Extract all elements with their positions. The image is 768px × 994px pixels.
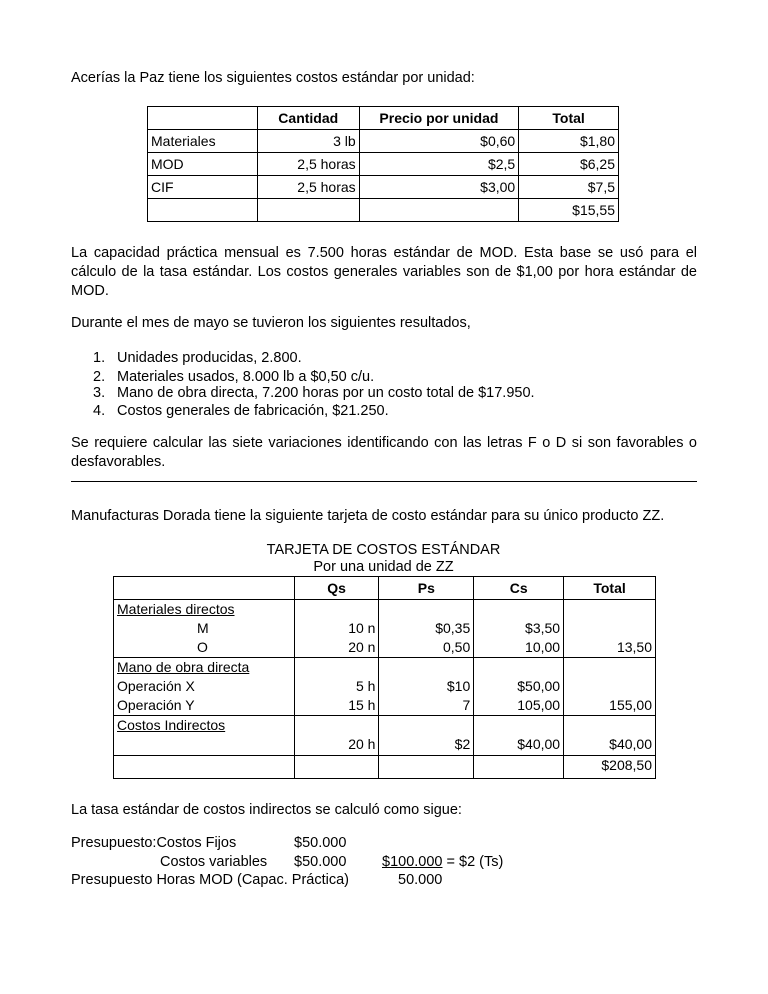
budget-hours-label: Presupuesto Horas MOD (Capac. Práctica)	[71, 872, 350, 888]
list-text: Costos generales de fabricación, $21.250.	[117, 403, 389, 419]
ps-cell: $10 7	[379, 658, 474, 716]
problem1-paragraph-capacity: La capacidad práctica mensual es 7.500 horas estándar de MOD. Esta base se usó para el cálculo de la tasa estándar. Los costos generales variables son de $1,00 por hora estándar de MOD.	[71, 245, 697, 299]
header-cell: Cs	[474, 577, 564, 600]
list-number: 4.	[93, 403, 106, 419]
row-name: M	[197, 620, 209, 636]
table-cell: $15,55	[519, 199, 619, 222]
section-divider	[71, 481, 697, 482]
table-row-grand-total	[114, 756, 656, 779]
table-row	[148, 153, 619, 176]
header-cell: Total	[519, 107, 619, 130]
list-number: 1.	[93, 350, 106, 366]
table-cell: $6,25	[519, 153, 619, 176]
budget-hours-value: 50.000	[398, 872, 443, 888]
list-item	[93, 402, 389, 421]
list-item	[93, 349, 302, 368]
standard-cost-card-table	[113, 576, 656, 779]
budget-variable-label: Costos variables	[160, 854, 268, 870]
total-cell: 155,00	[564, 658, 656, 716]
total-cell: $40,00	[564, 716, 656, 756]
header-cell: Total	[564, 577, 656, 600]
problem1-intro: Acerías la Paz tiene los siguientes costos estándar por unidad:	[71, 70, 475, 86]
table-cell	[474, 756, 564, 779]
budget-fixed-label: Presupuesto:Costos Fijos	[71, 835, 237, 851]
table-cell: MOD	[148, 153, 258, 176]
table-row	[148, 130, 619, 153]
table-cell	[257, 199, 359, 222]
header-cell: Cantidad	[257, 107, 359, 130]
table-header-row	[148, 107, 619, 130]
table-cell: 3 lb	[257, 130, 359, 153]
ps-cell: $0,35 0,50	[379, 600, 474, 658]
table-header-row	[114, 577, 656, 600]
qs-cell: 20 h	[294, 716, 379, 756]
table-cell: Materiales	[148, 130, 258, 153]
total-cell: 13,50	[564, 600, 656, 658]
list-item	[93, 384, 535, 403]
table-cell: $1,80	[519, 130, 619, 153]
problem2-intro: Manufacturas Dorada tiene la siguiente tarjeta de costo estándar para su único producto ZZ.	[71, 508, 665, 524]
header-cell: Ps	[379, 577, 474, 600]
ps-cell: $2	[379, 716, 474, 756]
table-cell: 2,5 horas	[257, 176, 359, 199]
section-label-cell	[114, 600, 295, 658]
table-cell	[359, 199, 519, 222]
budget-fixed-value: $50.000	[294, 835, 347, 851]
list-text: Materiales usados, 8.000 lb a $0,50 c/u.	[117, 369, 375, 385]
indirectos-section	[114, 716, 656, 756]
budget-result: = $2 (Ts)	[446, 854, 504, 870]
header-cell	[148, 107, 258, 130]
table-cell: $3,00	[359, 176, 519, 199]
cs-cell: $40,00	[474, 716, 564, 756]
table-row-total	[148, 199, 619, 222]
table-row	[148, 176, 619, 199]
row-name: O	[197, 639, 208, 655]
table-cell	[294, 756, 379, 779]
cs-cell: $50,00 105,00	[474, 658, 564, 716]
table-cell	[379, 756, 474, 779]
card-subtitle: Por una unidad de ZZ	[313, 559, 454, 575]
section-heading-indirectos: Costos Indirectos	[117, 717, 226, 733]
problem1-paragraph-results: Durante el mes de mayo se tuvieron los siguientes resultados,	[71, 315, 471, 331]
row-name: Operación Y	[117, 697, 195, 713]
qs-cell: 5 h 15 h	[294, 658, 379, 716]
table-cell: 2,5 horas	[257, 153, 359, 176]
qs-cell: 10 n 20 n	[294, 600, 379, 658]
table-cell: $2,5	[359, 153, 519, 176]
materiales-section	[114, 600, 656, 658]
list-number: 3.	[93, 385, 106, 401]
table-cell: CIF	[148, 176, 258, 199]
table-cell: $7,5	[519, 176, 619, 199]
section-heading-mano-obra: Mano de obra directa	[117, 659, 250, 675]
table-cell: $0,60	[359, 130, 519, 153]
section-label-cell	[114, 658, 295, 716]
section-label-cell	[114, 716, 295, 756]
list-text: Unidades producidas, 2.800.	[117, 350, 302, 366]
mano-obra-section	[114, 658, 656, 716]
cs-cell: $3,50 10,00	[474, 600, 564, 658]
budget-variable-value: $50.000	[294, 854, 347, 870]
tasa-intro: La tasa estándar de costos indirectos se calculó como sigue:	[71, 802, 462, 818]
card-title: TARJETA DE COSTOS ESTÁNDAR	[266, 542, 501, 558]
standard-cost-table-1	[147, 106, 619, 222]
row-name: Operación X	[117, 678, 195, 694]
grand-total-cell: $208,50	[564, 756, 656, 779]
header-cell: Qs	[294, 577, 379, 600]
list-text: Mano de obra directa, 7.200 horas por un costo total de $17.950.	[117, 385, 535, 401]
budget-sum-value: $100.000	[382, 854, 443, 870]
budget-sum	[382, 854, 503, 870]
table-cell	[114, 756, 295, 779]
table-cell	[148, 199, 258, 222]
problem1-paragraph-requirement: Se requiere calcular las siete variaciones identificando con las letras F o D si son favorables o desfavorables.	[71, 435, 697, 470]
header-cell: Precio por unidad	[359, 107, 519, 130]
header-cell	[114, 577, 295, 600]
list-number: 2.	[93, 369, 106, 385]
section-heading-materiales: Materiales directos	[117, 601, 235, 617]
